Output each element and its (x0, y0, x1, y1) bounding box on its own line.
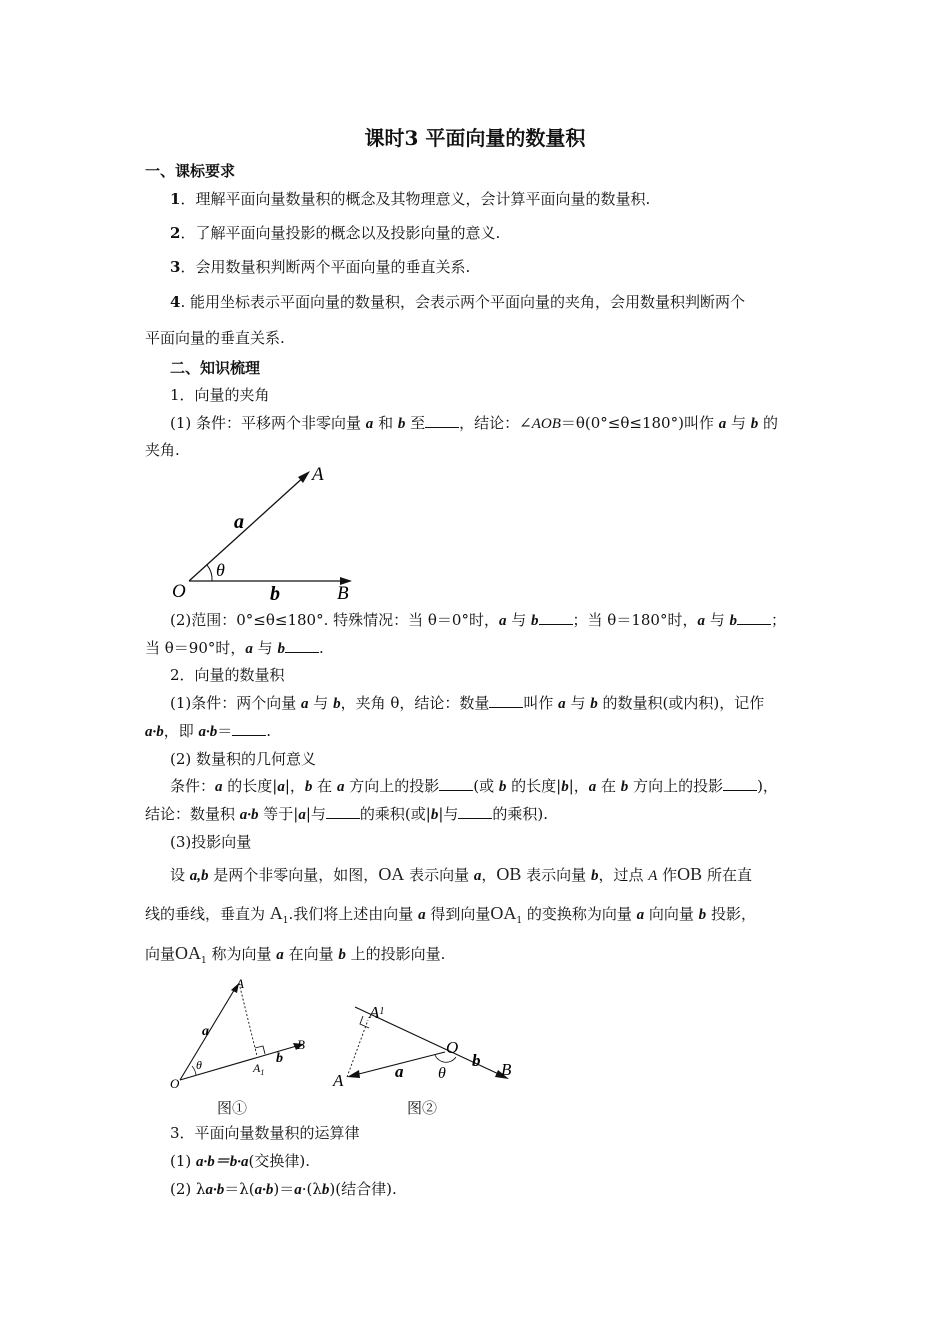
figure-projection-1 (160, 975, 320, 1095)
paragraph-continuation: 当 θ＝90°时，a 与 b . (145, 639, 324, 657)
vector-label-b: b (472, 1051, 481, 1070)
point-label-B: B (337, 583, 349, 604)
point-label-B: B (297, 1037, 305, 1052)
paragraph-angle-range: (2)范围：0°≤θ≤180°. 特殊情况：当 θ＝0°时，a 与 b ；当 θ＝180°时，a 与 b ； (170, 611, 787, 629)
angle-label-theta: θ (216, 560, 225, 580)
answer-blank (232, 721, 266, 736)
answer-blank (458, 804, 492, 819)
point-label-A: A (236, 976, 244, 991)
point-label-O: O (170, 1076, 180, 1091)
subsection-title: 2．向量的数量积 (170, 666, 285, 684)
subsection-title: 3．平面向量数量积的运算律 (170, 1124, 360, 1142)
figure-caption-2: 图② (407, 1099, 438, 1117)
paragraph-geometric-conclusion: 结论：数量积 a·b 等于|a|与 的乘积(或|b|与 的乘积). (145, 805, 549, 823)
answer-blank (489, 693, 523, 708)
point-label-O: O (172, 581, 186, 602)
figure-projection-2 (325, 990, 525, 1095)
point-label-A1: $A^1$ (369, 1003, 385, 1022)
paragraph-continuation: 线的垂线，垂直为 $A_1$.我们将上述由向量 a 得到向量$OA_1$ 的变换称为向量 a 向向量 b 投影， (145, 903, 756, 926)
answer-blank (425, 413, 459, 428)
subsection-title: (3)投影向量 (170, 833, 252, 851)
answer-blank (723, 776, 757, 791)
figure-angle-diagram (160, 458, 370, 608)
requirement-item-continuation: 平面向量的垂直关系. (145, 329, 285, 347)
angle-label-theta: θ (438, 1065, 446, 1082)
paragraph-continuation: a·b，即 a·b＝ . (145, 722, 272, 740)
law-associative: (2) λa·b＝λ(a·b)＝a·(λb)(结合律). (170, 1180, 397, 1198)
answer-blank (326, 804, 360, 819)
vector-label-a: a (202, 1024, 209, 1039)
point-label-A: A (312, 464, 324, 485)
point-label-O: O (446, 1038, 459, 1057)
vector-label-a: a (395, 1062, 404, 1081)
paragraph-angle-condition: (1) 条件：平移两个非零向量 a 和 b 至 ，结论：∠AOB＝θ(0°≤θ≤180°)叫作 a 与 b 的 (170, 414, 779, 432)
requirement-item: 3．会用数量积判断两个平面向量的垂直关系. (170, 258, 471, 276)
law-commutative: (1) a·b＝b·a(交换律). (170, 1152, 311, 1170)
requirement-item: 4. 能用坐标表示平面向量的数量积，会表示两个平面向量的夹角，会用数量积判断两个 (170, 293, 745, 311)
paragraph-continuation: 向量$OA_1$ 称为向量 a 在向量 b 上的投影向量. (145, 943, 446, 966)
paragraph-projection: 设 a,b 是两个非零向量，如图，OA 表示向量 a，OB 表示向量 b，过点 A 作OB 所在直 (170, 864, 752, 884)
answer-blank (285, 638, 319, 653)
vector-label-a: a (234, 511, 244, 533)
point-label-A1: $A_1$ (253, 1061, 265, 1077)
angle-label-theta: θ (196, 1058, 202, 1072)
paragraph-geometric-condition: 条件：a 的长度|a|，b 在 a 方向上的投影 (或 b 的长度|b|，a 在 b 方向上的投影 )， (170, 777, 778, 795)
answer-blank (439, 776, 473, 791)
vector-label-b: b (270, 583, 280, 605)
paragraph-dot-condition: (1)条件：两个向量 a 与 b，夹角 θ，结论：数量 叫作 a 与 b 的数量积(或内积)，记作 (170, 694, 765, 712)
figure-caption-1: 图① (217, 1099, 248, 1117)
paragraph-continuation: 夹角. (145, 441, 180, 459)
vector-label-b: b (276, 1051, 283, 1066)
point-label-A: A (333, 1071, 344, 1090)
subsection-title: 1．向量的夹角 (170, 386, 270, 404)
point-label-B: B (501, 1060, 512, 1079)
section-heading-requirements: 一、课标要求 (145, 162, 236, 180)
answer-blank (737, 610, 771, 625)
page-title: 课时3 平面向量的数量积 (364, 126, 586, 150)
requirement-item: 2．了解平面向量投影的概念以及投影向量的意义. (170, 224, 501, 242)
requirement-item: 1．理解平面向量数量积的概念及其物理意义，会计算平面向量的数量积. (170, 190, 651, 208)
section-heading-knowledge: 二、知识梳理 (170, 359, 261, 377)
subsection-title: (2) 数量积的几何意义 (170, 750, 317, 768)
answer-blank (539, 610, 573, 625)
